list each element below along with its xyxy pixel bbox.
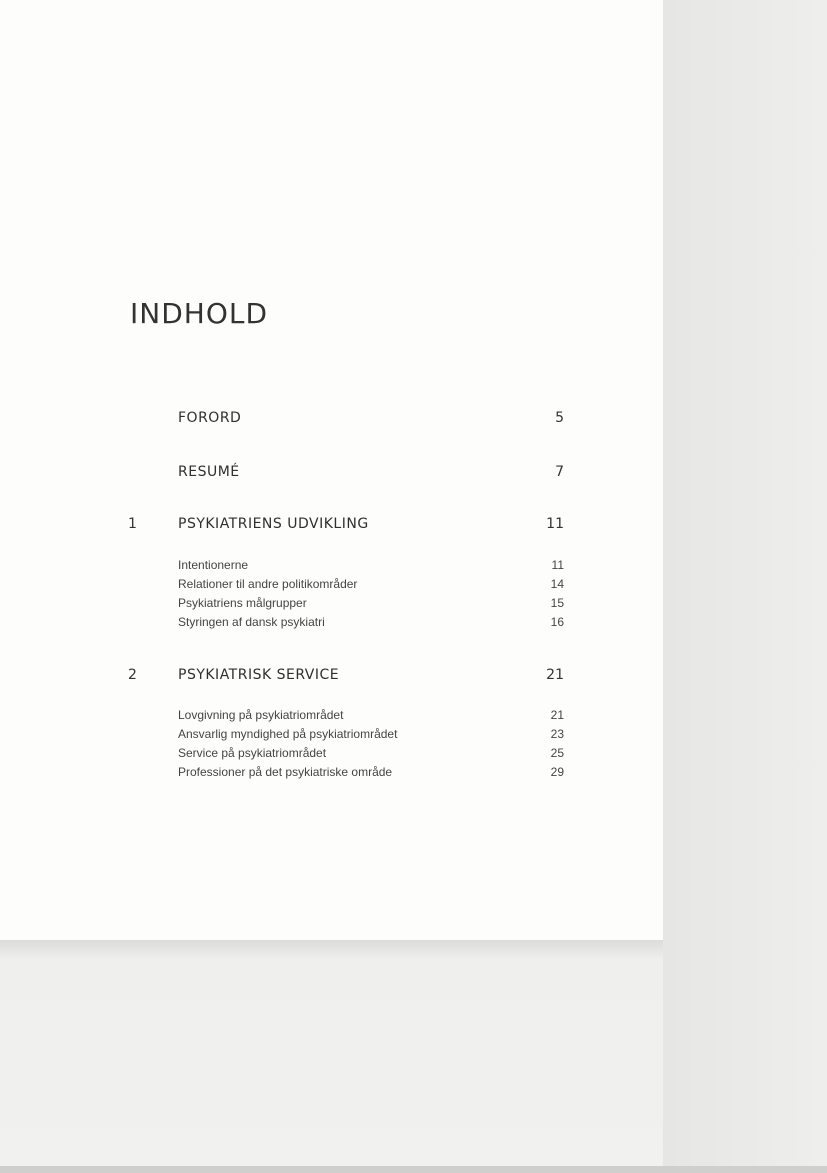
toc-entry-number: 2	[128, 667, 137, 683]
toc-section-label: Psykiatriens målgrupper	[178, 596, 307, 610]
toc-entry-label: PSYKIATRIENS UDVIKLING	[178, 516, 369, 532]
toc-section-label: Service på psykiatriområdet	[178, 746, 327, 760]
toc-section[interactable]	[0, 615, 663, 634]
scan-margin-right	[663, 0, 827, 1173]
toc-entry-chapter-1[interactable]	[0, 516, 663, 538]
toc-section-page: 25	[550, 746, 564, 760]
toc-entry-page: 7	[555, 464, 564, 480]
toc-entry-forord[interactable]	[0, 410, 663, 432]
toc-section[interactable]	[0, 558, 663, 577]
toc-section[interactable]	[0, 746, 663, 765]
toc-section[interactable]	[0, 596, 663, 615]
toc-section[interactable]	[0, 765, 663, 784]
toc-section-label: Relationer til andre politikområder	[178, 577, 358, 591]
toc-section[interactable]	[0, 708, 663, 727]
toc-entry-chapter-2[interactable]	[0, 667, 663, 689]
toc-section-page: 21	[550, 708, 564, 722]
toc-entry-page: 5	[555, 410, 564, 426]
toc-entry-page: 21	[546, 667, 564, 683]
toc-section-page: 16	[550, 615, 564, 629]
toc-entry-number: 1	[128, 516, 137, 532]
toc-section-page: 15	[550, 596, 564, 610]
toc-section[interactable]	[0, 577, 663, 596]
toc-section-label: Professioner på det psykiatriske område	[178, 765, 393, 779]
toc-title: INDHOLD	[130, 297, 269, 330]
toc-section[interactable]	[0, 727, 663, 746]
toc-section-label: Ansvarlig myndighed på psykiatriområdet	[178, 727, 398, 741]
toc-section-label: Styringen af dansk psykiatri	[178, 615, 325, 629]
scan-bottom-edge	[0, 1166, 827, 1173]
toc-section-label: Intentionerne	[178, 558, 249, 572]
toc-entry-label: FORORD	[178, 410, 242, 426]
toc-section-page: 14	[550, 577, 564, 591]
toc-section-page: 11	[551, 558, 564, 572]
toc-entry-resume[interactable]	[0, 464, 663, 486]
toc-section-label: Lovgivning på psykiatriområdet	[178, 708, 344, 722]
scan-margin-bottom	[0, 940, 663, 1173]
toc-entry-label: PSYKIATRISK SERVICE	[178, 667, 340, 683]
toc-section-page: 29	[550, 765, 564, 779]
toc-entry-page: 11	[546, 516, 564, 532]
toc-entry-label: RESUMÉ	[178, 464, 240, 480]
toc-section-page: 23	[550, 727, 564, 741]
